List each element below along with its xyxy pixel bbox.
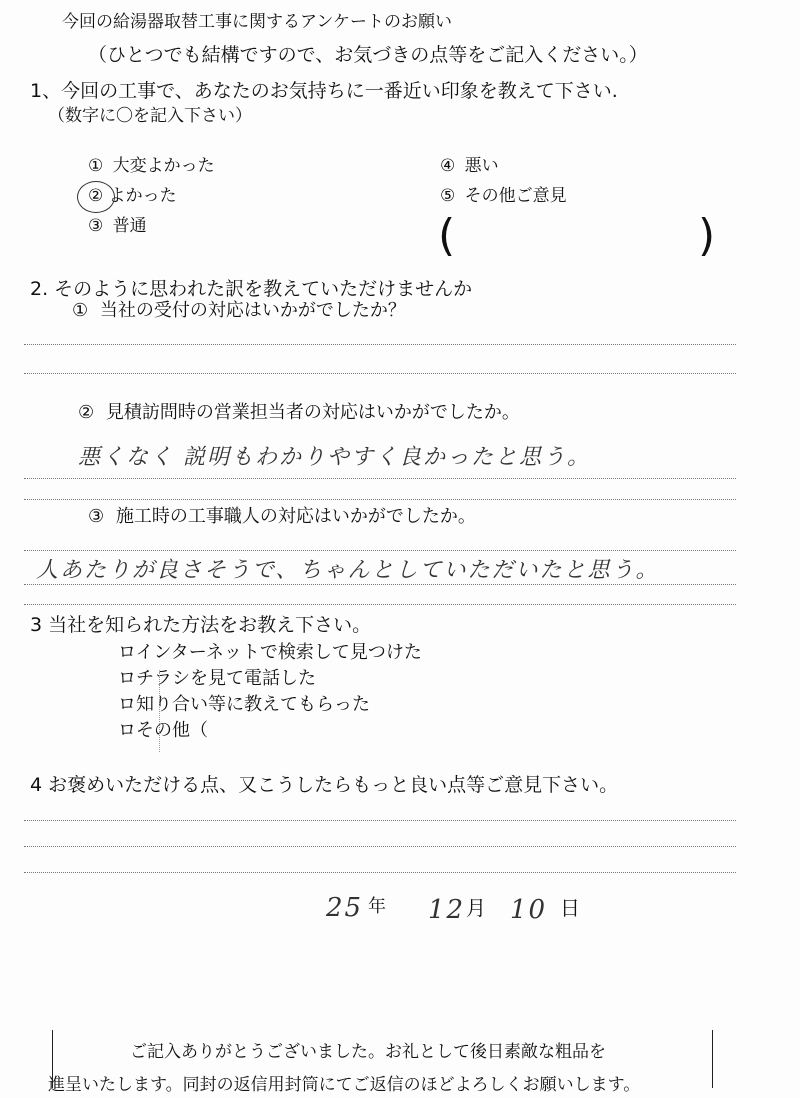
q1-option-4[interactable] [440,158,499,175]
q1-option-3-num: ③ [88,216,104,236]
q1-label: 1、今回の工事で、あなたのお気持ちに一番近い印象を教えて下さい. [30,80,618,102]
q2-label: 2. そのように思われた訳を教えていただけませんか [30,278,473,300]
q1-option-5[interactable] [440,188,567,205]
q1-option-5-num: ⑤ [440,186,456,206]
q1-option-5-text: その他ご意見 [464,186,567,206]
date-year-value: 25 [326,893,364,923]
q3-option-3[interactable]: ロ知り合い等に教えてもらった [118,694,370,715]
q1-option-3-text: 普通 [112,216,147,236]
q1-option-3[interactable] [88,218,147,235]
selected-circle-mark [77,181,115,213]
q2-item-2-num: ② [78,402,95,423]
q4-answer-line-3[interactable] [24,872,736,873]
footer-line-1: ご記入ありがとうございました。お礼として後日素敵な粗品を [130,1042,606,1062]
q2-item-3-text: 施工時の工事職人の対応はいかがでしたか。 [115,506,476,527]
date-month-label: 月 [466,896,486,920]
q2-item-3-answer-line-3[interactable] [24,604,736,605]
date-year-label: 年 [368,896,386,917]
q2-item-3-answer: 人あたりが良さそうで、ちゃんとしていただいたと思う。 [36,558,660,583]
q2-item-3-answer-line-1[interactable] [24,550,736,551]
q2-item-2-answer-line-1[interactable] [24,478,736,479]
q1-option-1[interactable] [88,158,215,175]
q2-item-3 [88,508,476,526]
q2-item-2-answer: 悪くなく 説明もわかりやすく良かったと思う。 [78,445,591,470]
q1-option-2-num: ② [88,186,104,206]
q3-label: 3 当社を知られた方法をお教え下さい。 [30,614,372,636]
q1-option-2-text: よかった [108,186,177,206]
q4-answer-line-2[interactable] [24,846,736,847]
q2-item-3-num: ③ [88,506,105,527]
q4-answer-line-1[interactable] [24,820,736,821]
q1-option-4-text: 悪い [464,156,499,176]
q2-item-1-answer-line-2[interactable] [24,373,736,374]
footer-line-2: 進呈いたします。同封の返信用封筒にてご返信のほどよろしくお願いします。 [48,1075,641,1095]
q2-item-3-answer-line-2[interactable] [24,584,736,585]
date-day-label: 日 [560,896,580,920]
q2-item-2 [78,404,520,422]
q1-opinion-paren-close: ) [698,210,716,261]
survey-title: 今回の給湯器取替工事に関するアンケートのお願い [62,12,452,32]
footer-bracket-right [700,1030,713,1088]
q1-option-1-text: 大変よかった [112,156,215,176]
q3-option-1[interactable]: ロインターネットで検索して見つけた [118,642,422,663]
q3-option-2[interactable]: ロチラシを見て電話した [118,668,316,689]
q2-item-1-num: ① [72,300,89,321]
q1-opinion-paren-open: ( [438,210,456,261]
q2-item-1-text: 当社の受付の対応はいかがでしたか？ [99,300,406,321]
q2-item-1 [72,302,406,320]
q2-item-2-text: 見積訪問時の営業担当者の対応はいかがでしたか。 [105,402,520,423]
q2-item-1-answer-line-1[interactable] [24,344,736,345]
q1-option-1-num: ① [88,156,104,176]
date-month-value: 12 [428,895,466,925]
q4-label: 4 お褒めいただける点、又こうしたらもっと良い点等ご意見下さい。 [30,774,619,796]
date-day-value: 10 [510,895,548,925]
q3-option-4[interactable]: ロその他（ [118,720,208,741]
check-mark-stroke [159,672,160,752]
q1-sub: （数字に〇を記入下さい） [48,106,252,126]
q2-item-2-answer-line-2[interactable] [24,499,736,500]
survey-subtitle: （ひとつでも結構ですので、お気づきの点等をご記入ください。） [88,44,648,66]
q1-option-4-num: ④ [440,156,456,176]
